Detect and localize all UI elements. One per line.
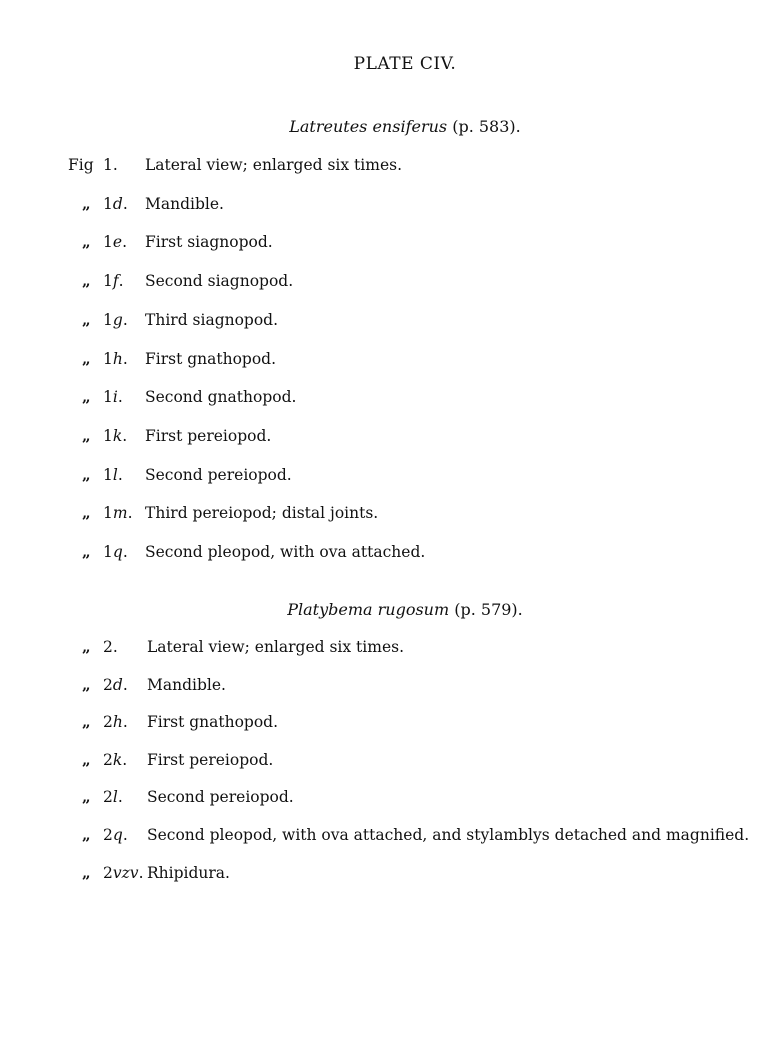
figure-number (103, 233, 127, 251)
figure-prefix: „ (82, 713, 91, 732)
figure-number-digit: 2 (103, 713, 113, 732)
figure-prefix: „ (82, 638, 91, 656)
figure-number (103, 311, 128, 329)
figure-description: Mandible. (145, 194, 224, 213)
figure-number (103, 504, 133, 522)
figure-number-digit: 1 (103, 504, 113, 523)
figure-prefix: „ (82, 194, 91, 213)
figure-number-suffix: . (122, 349, 128, 368)
figure-number-digit: 1 (103, 272, 113, 291)
figure-description: Second pleopod, with ova attached. (145, 543, 426, 561)
figure-number-digit: 1 (103, 310, 113, 329)
figure-number-letter: m (112, 504, 128, 523)
figure-description: Second pereiopod. (147, 788, 294, 807)
figure-number-suffix: . (122, 750, 128, 769)
figure-number-digit: 2 (103, 638, 113, 656)
figure-number-letter: l (112, 465, 118, 484)
figure-prefix: „ (82, 675, 91, 694)
figure-number-letter: d (112, 194, 123, 213)
figure-number-letter: vzv (112, 863, 139, 882)
figure-number-suffix: . (122, 826, 128, 844)
page-reference: (p. 579). (454, 600, 523, 619)
figure-number-digit: 1 (103, 388, 113, 407)
figure-number-letter: e (112, 233, 123, 252)
figure-description: Third siagnopod. (145, 310, 279, 329)
figure-number-suffix: . (122, 675, 128, 694)
figure-number (103, 195, 128, 213)
figure-number (103, 751, 127, 769)
figure-prefix: „ (82, 233, 91, 252)
figure-number (103, 156, 118, 174)
figure-description: Lateral view; enlarged six times. (147, 638, 404, 656)
figure-number (103, 788, 123, 806)
figure-number-letter: q (112, 543, 123, 561)
figure-number-letter: k (112, 750, 123, 769)
figure-number-letter: g (112, 310, 123, 329)
figure-number-suffix: . (122, 426, 128, 445)
species-name: Platybema rugosum (287, 600, 450, 619)
figure-prefix: „ (82, 543, 91, 561)
figure-number-suffix: . (117, 788, 123, 807)
figure-number-suffix: . (112, 638, 118, 656)
figure-number-letter: f (112, 272, 119, 291)
figure-prefix: „ (82, 426, 91, 445)
figure-number-suffix: . (138, 863, 144, 882)
figure-number-suffix: . (127, 504, 133, 523)
figure-number (103, 543, 128, 561)
figure-description: First pereiopod. (145, 426, 272, 445)
figure-prefix: „ (82, 388, 91, 407)
figure-number-digit: 1 (103, 156, 113, 174)
figure-number (103, 466, 123, 484)
figure-description: First pereiopod. (147, 750, 274, 769)
figure-prefix: „ (82, 272, 91, 291)
figure-description: Lateral view; enlarged six times. (145, 156, 402, 174)
figure-number-suffix: . (122, 233, 127, 252)
figure-number-letter: d (112, 675, 123, 694)
section-heading (0, 117, 776, 136)
figure-number (103, 350, 128, 368)
figure-number-digit: 1 (103, 233, 113, 252)
plate-title: PLATE CIV. (353, 54, 457, 74)
species-name: Latreutes ensiferus (289, 117, 448, 136)
figure-number-digit: 1 (103, 426, 113, 445)
figure-prefix: „ (82, 863, 91, 882)
figure-prefix: „ (82, 504, 91, 523)
figure-description: First gnathopod. (147, 713, 279, 732)
figure-number-suffix: . (122, 713, 128, 732)
figure-number (103, 388, 123, 406)
figure-description: First gnathopod. (145, 349, 277, 368)
figure-number-digit: 2 (103, 863, 113, 882)
figure-number-suffix: . (117, 465, 123, 484)
figure-description: Second pereiopod. (145, 465, 292, 484)
figure-number-letter: l (112, 788, 118, 807)
figure-description: Second pleopod, with ova attached, and stylamblys detached and magnified. (147, 826, 750, 844)
figure-prefix: „ (82, 465, 91, 484)
figure-number (103, 713, 128, 731)
figure-number-letter: q (112, 826, 123, 844)
figure-number-suffix: . (122, 543, 128, 561)
figure-number-digit: 2 (103, 675, 113, 694)
figure-description: Second gnathopod. (145, 388, 297, 407)
figure-number-digit: 1 (103, 465, 113, 484)
figure-description: Mandible. (147, 675, 226, 694)
figure-number (103, 638, 118, 656)
figure-number (103, 676, 128, 694)
page-reference: (p. 583). (452, 117, 521, 136)
figure-number-digit: 1 (103, 349, 113, 368)
figure-number (103, 427, 127, 445)
figure-number (103, 864, 144, 882)
section-heading (0, 600, 776, 619)
figure-number-letter: h (112, 349, 123, 368)
figure-prefix: „ (82, 310, 91, 329)
figure-number-digit: 2 (103, 788, 113, 807)
figure-description: Rhipidura. (147, 863, 230, 882)
figure-prefix: „ (82, 788, 91, 807)
figure-prefix: „ (82, 349, 91, 368)
figure-number-suffix: . (117, 388, 123, 407)
figure-number-suffix: . (118, 272, 124, 291)
figure-number-letter: h (112, 713, 123, 732)
figure-number-digit: 2 (103, 826, 113, 844)
figure-number-suffix: . (122, 310, 128, 329)
figure-prefix: „ (82, 826, 91, 844)
figure-prefix: „ (82, 750, 91, 769)
figure-number-digit: 1 (103, 194, 113, 213)
figure-number (103, 272, 124, 290)
figure-description: Second siagnopod. (145, 272, 294, 291)
figure-number-letter: i (112, 388, 118, 407)
figure-number-suffix: . (122, 194, 128, 213)
figure-number (103, 826, 128, 844)
figure-number-suffix: . (112, 156, 118, 174)
figure-number-digit: 2 (103, 750, 113, 769)
figure-description: Third pereiopod; distal joints. (145, 504, 379, 523)
figure-number-digit: 1 (103, 543, 113, 561)
figure-prefix: Fig (68, 156, 94, 174)
figure-number-letter: k (112, 426, 123, 445)
figure-description: First siagnopod. (145, 233, 273, 252)
